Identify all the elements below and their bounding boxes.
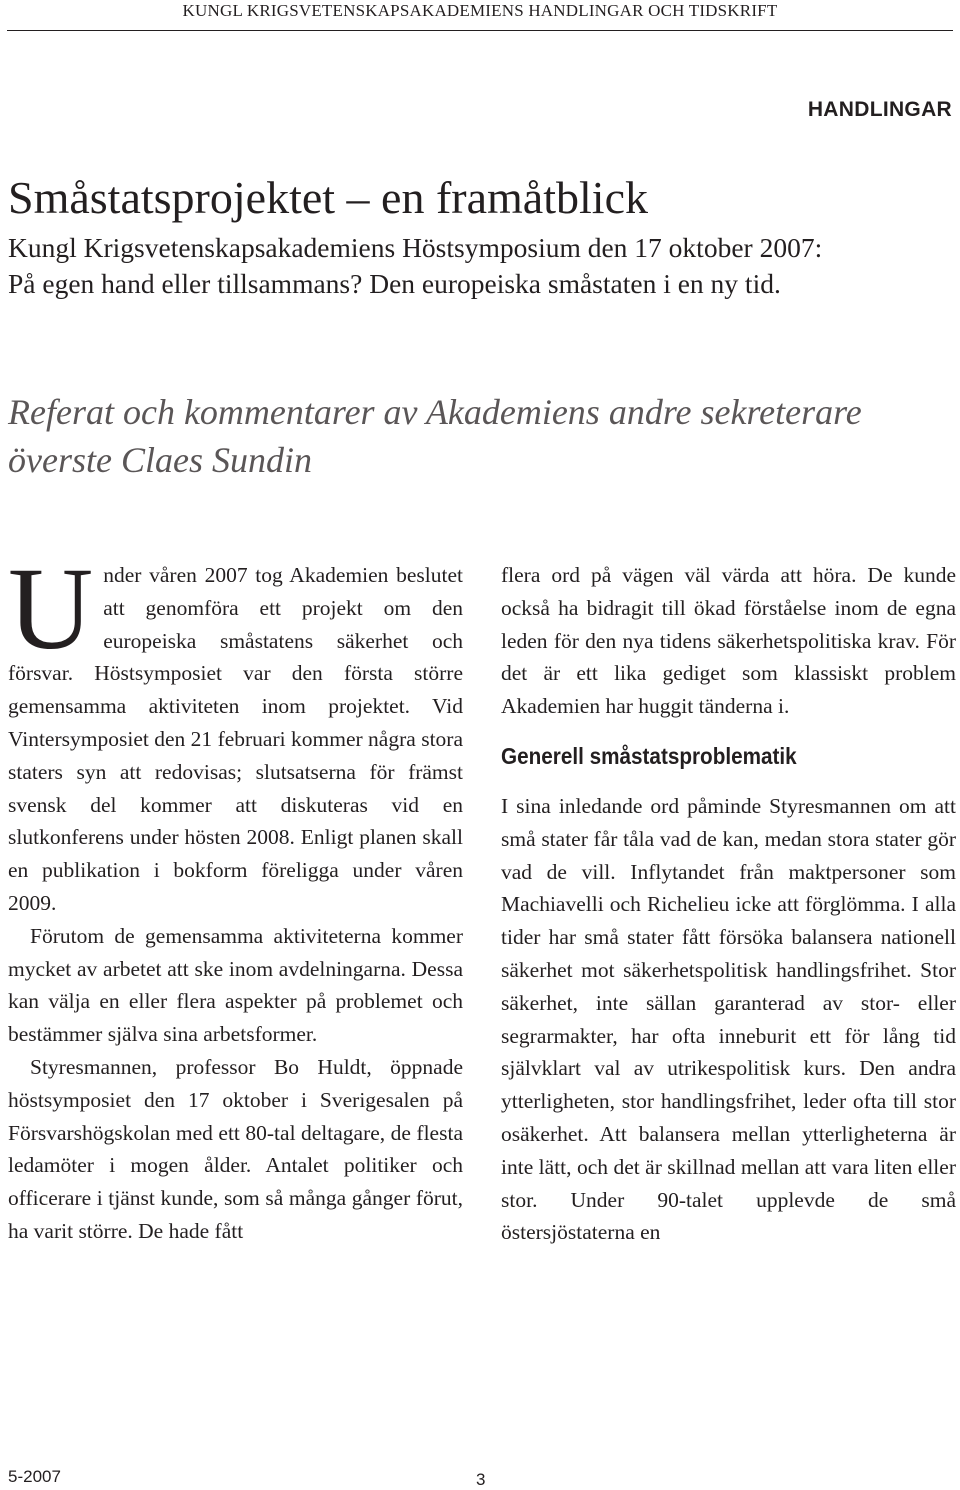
body-paragraph: Styresmannen, professor Bo Huldt, öppnade höstsymposiet den 17 oktober i Sverigesalen på Försvarshögskolan med ett 80-tal deltagare, de flesta ledamöter i mogen ålder. Antalet politiker och officerare i tjänst kunde, som så många gånger förut, ha varit större. De hade fått bbox=[8, 1054, 463, 1243]
header-rule bbox=[7, 30, 953, 31]
page-number: 3 bbox=[476, 1470, 486, 1489]
byline-line: Referat och kommentarer av Akademiens andre sekreterare bbox=[8, 392, 862, 432]
running-header: KUNGL KRIGSVETENSKAPSAKADEMIENS HANDLINGAR OCH TIDSKRIFT bbox=[182, 1, 778, 20]
issue-number: 5-2007 bbox=[8, 1467, 61, 1486]
body-paragraph: I sina inledande ord påminde Styresmannen om att små stater får tåla vad de kan, medan stora stater gör vad de vill. Inflytandet från maktpersoner som Machiavelli och Richelieu icke att förglömma. I alla tider har små stater fått försöka balansera nationell säkerhet mot säkerhetspolitisk handlingsfrihet. Stor säkerhet, inte sällan garanterad av stor- eller segrarmakter, har ofta inneburit ett för lång tid självklart val av utrikespolitisk kurs. Den andra ytterligheten, stor handlingsfrihet, leder ofta till stor osäkerhet. Att balansera mellan ytterligheterna är inte lätt, och det är skillnad mellan att vara liten eller stor. Under 90-talet upplevde de små östersjöstaterna en bbox=[501, 793, 956, 1245]
paragraph-text: nder våren 2007 tog Akademien beslutet att genomföra ett projekt om den europeiska småstatens säkerhet och försvar. Höstsymposiet var den första större gemensamma aktiviteten inom projektet. Vid Vintersymposiet den 21 februari kommer några stora staters syn att redovisas; slutsatserna för främst svensk del kommer att diskuteras vid en slutkonferens under hösten 2008. Enligt planen skall en publikation i bokform föreligga under våren 2009. bbox=[8, 563, 463, 915]
body-paragraph bbox=[8, 543, 463, 920]
left-column bbox=[8, 543, 463, 1248]
subtitle-line: Kungl Krigsvetenskapsakademiens Höstsymposium den 17 oktober 2007: bbox=[8, 232, 823, 263]
drop-cap: U bbox=[8, 543, 94, 674]
article-title: Småstatsprojektet – en framåtblick bbox=[8, 172, 648, 223]
section-label: HANDLINGAR bbox=[807, 98, 952, 121]
article-subtitle bbox=[8, 230, 958, 302]
body-paragraph: flera ord på vägen väl värda att höra. De kunde också ha bidragit till ökad förståelse inom de egna leden för den nya tidens säkerhetspolitiska krav. För det är ett lika gediget som klassiskt problem Akademien har huggit tänderna i. bbox=[501, 563, 956, 719]
byline-line: överste Claes Sundin bbox=[8, 440, 312, 480]
right-column bbox=[501, 559, 956, 1249]
section-subheading: Generell småstatsproblematik bbox=[501, 742, 797, 769]
body-paragraph: Förutom de gemensamma aktiviteterna kommer mycket av arbetet att ske inom avdelningarna. Dessa kan välja en eller flera aspekter på problemet och bestämmer själva sina arbetsformer. bbox=[8, 923, 463, 1047]
subtitle-line: På egen hand eller tillsammans? Den europeiska småstaten i en ny tid. bbox=[8, 268, 781, 299]
article-byline bbox=[8, 388, 958, 484]
